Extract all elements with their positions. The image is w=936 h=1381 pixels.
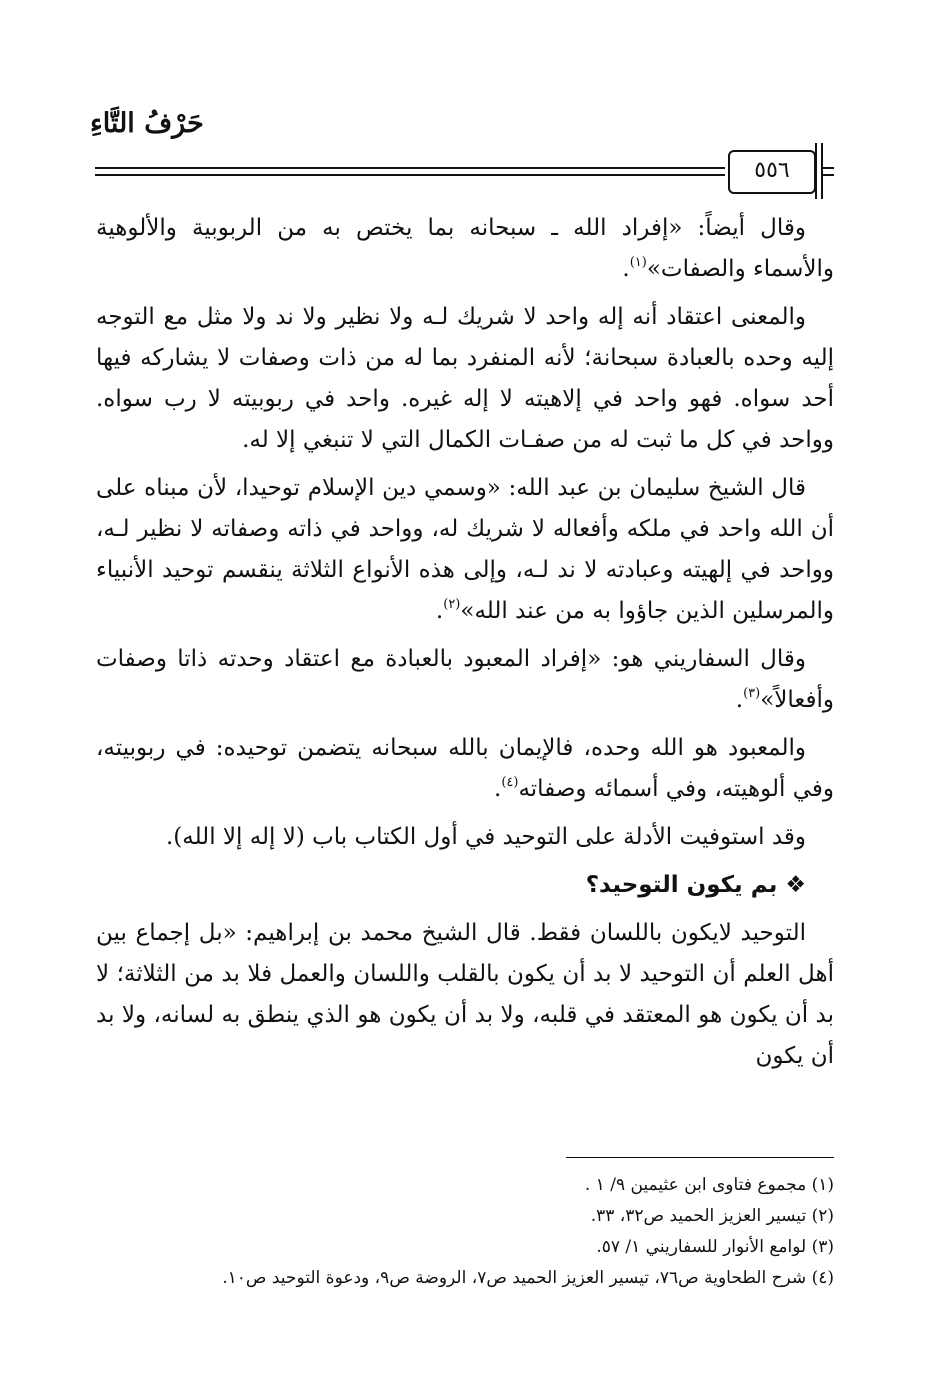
footnote-ref: (١): [629, 255, 647, 270]
footnotes: [96, 1170, 834, 1294]
section-subheading: ❖ بم يكون التوحيد؟: [585, 872, 806, 898]
paragraph: والمعبود هو الله وحده، فالإيمان بالله سبحانه يتضمن توحيده: في ربوبيته، وفي ألوهيته، وفي أسمائه وصفاته$^{(٤)}$.: [96, 735, 834, 802]
footnote: (٣) لوامع الأنوار للسفاريني ١/ ٥٧.: [596, 1237, 834, 1257]
paragraph: [96, 297, 834, 461]
paragraph-text: وقال أيضاً: «إفراد الله ـ سبحانه بما يختص به من الربوبية والألوهية والأسماء والصفات»: [96, 215, 834, 282]
header-rule-bottom: [95, 174, 725, 176]
paragraph-text: التوحيد لايكون باللسان فقط. قال الشيخ محمد بن إبراهيم: «بل إجماع بين أهل العلم أن التوحيد لا بد أن يكون بالقلب واللسان والعمل فلا بد من الثلاثة؛ لا بد أن يكون هو المعتقد في قلبه، ولا بد أن يكون هو الذي ينطق به لسانه، ولا بد أن يكون: [96, 920, 834, 1069]
paragraph-text: والمعنى اعتقاد أنه إله واحد لا شريك لـه ولا نظير ولا ند ولا مثل مع التوجه إليه وحده بالعبادة سبحانة؛ لأنه المنفرد بما له من ذات وصفات لا يشاركه فيها أحد سواه. فهو واحد في إلاهيته لا إله غيره. واحد في ربوبيته لا رب سواه. وواحد في كل ما ثبت له من صفـات الكمال التي لا تنبغي إلا له.: [96, 304, 834, 453]
paragraph: وقال السفاريني هو: «إفراد المعبود بالعبادة مع اعتقاد وحدته ذاتا وصفات وأفعالاً»$^{(٣)}$.: [96, 646, 834, 713]
footnote-ref: (٢): [443, 597, 461, 612]
footnote-ref: (٤): [501, 775, 519, 790]
body-text: [96, 208, 834, 1084]
paragraph-text: وقد استوفيت الأدلة على التوحيد في أول الكتاب باب (لا إله إلا الله).: [165, 824, 806, 850]
footnote: (٤) شرح الطحاوية ص٧٦، تيسير العزيز الحميد ص٧، الروضة ص٩، ودعوة التوحيد ص١٠.: [222, 1268, 834, 1288]
header-rule-top: [95, 167, 725, 169]
page-number: ٥٥٦: [754, 158, 790, 183]
header-rule-right-top: [822, 167, 834, 169]
chapter-title: حَرْفُ التَّاءِ: [90, 108, 204, 139]
footnote-ref: (٣): [743, 686, 761, 701]
paragraph-text: وقال السفاريني هو: «إفراد المعبود بالعبادة مع اعتقاد وحدته ذاتا وصفات وأفعالاً»: [96, 646, 834, 713]
footnote: (١) مجموع فتاوى ابن عثيمين ٩/ ١ .: [584, 1175, 834, 1195]
paragraph: [96, 913, 834, 1077]
paragraph: قال الشيخ سليمان بن عبد الله: «وسمي دين الإسلام توحيدا، لأن مبناه على أن الله واحد في ملكه وأفعاله لا شريك له، وواحد في ذاته وصفاته لا نظير لـه، وواحد في إلهيته وعبادته لا ند لـه، وإلى هذه الأنواع الثلاثة ينقسم توحيد الأنبياء والمرسلين الذين جاؤوا به من عند الله»$^{(٢)}$.: [96, 475, 834, 624]
footnote-divider: [566, 1157, 834, 1158]
paragraph: وقال أيضاً: «إفراد الله ـ سبحانه بما يختص به من الربوبية والألوهية والأسماء والصفات»$^{(١)}$.: [96, 215, 834, 282]
page-number-frame: [728, 150, 816, 194]
paragraph: [96, 817, 834, 858]
footnote: (٢) تيسير العزيز الحميد ص٣٢، ٣٣.: [590, 1206, 834, 1226]
header-rule-right-bottom: [822, 174, 834, 176]
paragraph-text: والمعبود هو الله وحده، فالإيمان بالله سبحانه يتضمن توحيده: في ربوبيته، وفي ألوهيته، وفي أسمائه وصفاته: [96, 735, 834, 802]
paragraph-text: قال الشيخ سليمان بن عبد الله: «وسمي دين الإسلام توحيدا، لأن مبناه على أن الله واحد في ملكه وأفعاله لا شريك له، وواحد في ذاته وصفاته لا نظير لـه، وواحد في إلهيته وعبادته لا ند لـه، وإلى هذه الأنواع الثلاثة ينقسم توحيد الأنبياء والمرسلين الذين جاؤوا به من عند الله»: [96, 475, 834, 624]
